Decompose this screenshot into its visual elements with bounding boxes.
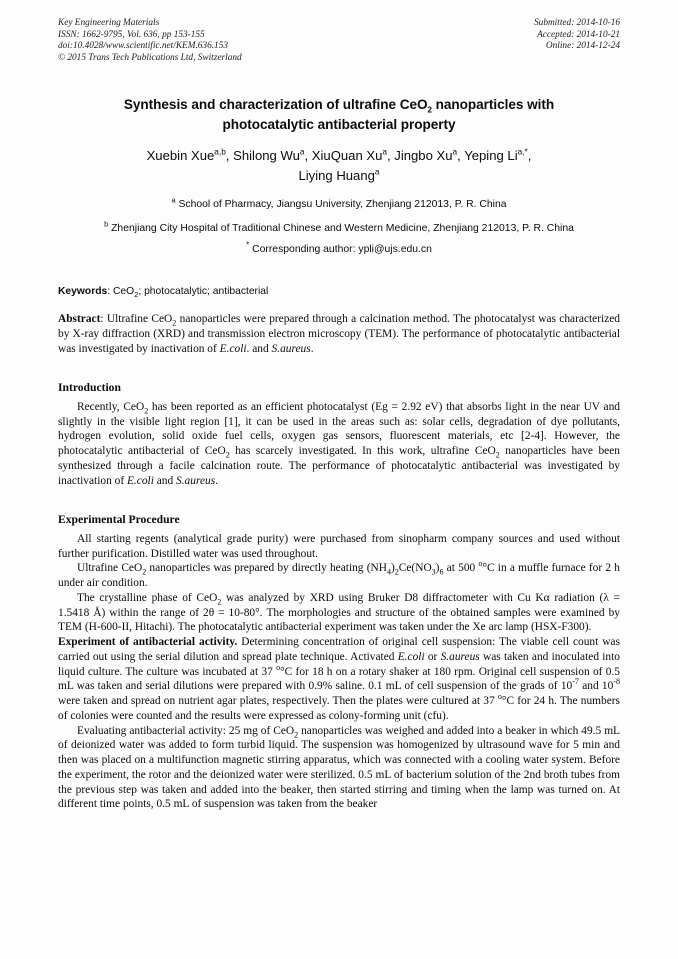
intro-subscript: 2 — [144, 406, 149, 416]
exp3-text-2: was analyzed by XRD using Bruker D8 diffractometer with Cu Kα radiation (λ = 1.5418 Å) within the range of 2θ = 10-80°. The morphologies and structure of the obtained samples were examined by TEM (H-600-II, Hitachi). The photocatalytic antibacterial experiment was taken under the Xe arc lamp (HSX-F300). — [58, 591, 620, 634]
exp2-text-5: ) — [435, 562, 440, 575]
affiliation-text: Zhenjiang City Hospital of Traditional Chinese and Western Medicine, Zhenjiang 212013, P. R. China — [108, 222, 574, 234]
exp2-text-2: nanoparticles was prepared by directly heating (NH — [146, 562, 387, 575]
journal-name: Key Engineering Materials — [58, 18, 160, 28]
exponent-minus-eight: -8 — [613, 677, 620, 687]
exp2-text-4: Ce(NO — [398, 562, 432, 575]
intro-text-4: nanoparticles have been synthesized through a facile calcination route. The performance of photocatalytic antibacterial was investigated by inactivation of — [58, 445, 620, 487]
title-line-2: photocatalytic antibacterial property — [222, 116, 456, 132]
exp2-text-6: at 500 — [443, 562, 479, 575]
author-separator: , — [225, 148, 234, 164]
abstract-species-1: E.coli — [219, 342, 247, 355]
keywords-line — [58, 285, 620, 299]
exp2-text-7: °C in a muffle furnace for 2 h under air condition. — [58, 562, 620, 590]
affiliation-block — [58, 197, 620, 236]
section-heading-introduction: Introduction — [58, 381, 121, 395]
date-submitted: Submitted: 2014-10-16 — [534, 18, 620, 28]
section-heading-experimental: Experimental Procedure — [58, 513, 180, 527]
intro-text-5: and — [153, 474, 177, 487]
keywords-colon: : CeO — [107, 286, 135, 298]
exp2-subscript: 6 — [439, 567, 444, 577]
intro-species-2: S.aureus — [176, 474, 216, 487]
degree-symbol: o — [478, 559, 483, 569]
keywords-label: Keywords — [58, 286, 108, 298]
journal-copyright: © 2015 Trans Tech Publications Ltd, Switzerland — [58, 52, 242, 63]
date-online: Online: 2014-12-24 — [545, 41, 620, 52]
experimental-paragraph-4 — [58, 635, 620, 724]
author-affil-marker: a — [452, 147, 458, 158]
corresponding-author — [58, 240, 620, 256]
date-accepted: Accepted: 2014-10-21 — [537, 29, 620, 40]
author-name: Jingbo Xu — [394, 148, 453, 164]
abstract-label: Abstract — [58, 313, 101, 326]
exp4-species-2: S.aureus — [440, 650, 480, 663]
keywords-subscript: 2 — [134, 290, 139, 300]
exp4-species-1: E.coli — [397, 650, 425, 663]
author-name: Yeping Li — [464, 148, 518, 164]
title-line-1-part-b: nanoparticles with — [431, 97, 555, 113]
journal-header — [58, 18, 620, 64]
experimental-paragraph-5 — [58, 724, 620, 813]
exp2-subscript: 4 — [386, 567, 391, 577]
runin-heading-antibacterial-activity: Experiment of antibacterial activity. — [58, 636, 238, 649]
exp5-text-1: Evaluating antibacterial activity: 25 mg of CeO — [77, 724, 295, 737]
corresponding-marker: * — [246, 240, 250, 250]
journal-header-left — [58, 18, 242, 64]
exp2-subscript: 2 — [142, 567, 147, 577]
affiliation-text: School of Pharmacy, Jiangsu University, Zhenjiang 212013, P. R. China — [175, 199, 507, 211]
author-name: Liying Huang — [298, 168, 375, 184]
exp3-text-1: The crystalline phase of CeO — [77, 591, 218, 604]
exp2-subscript: 3 — [431, 567, 436, 577]
author-affil-marker: a — [299, 147, 305, 158]
affiliation-marker: b — [104, 219, 109, 229]
exp4-text-1: Determining concentration of original cell suspension: The viable cell count was carried out using the serial dilution and spread plate technique. Activated — [58, 636, 620, 663]
author-separator: , — [387, 148, 395, 164]
exponent-minus-seven: -7 — [572, 677, 579, 687]
affiliation-marker: a — [171, 195, 176, 205]
abstract-text-part-1: : Ultrafine CeO — [100, 313, 173, 326]
degree-symbol: o — [276, 662, 281, 672]
author-separator: , — [457, 148, 465, 164]
experimental-paragraph-3 — [58, 591, 620, 635]
intro-species-1: E.coli — [126, 474, 154, 487]
exp4-text-7: °C for 24 h. The numbers of colonies were counted and the results were expressed as colony-forming unit (cfu). — [58, 695, 620, 722]
intro-text-6: . — [215, 474, 219, 487]
exp3-subscript: 2 — [217, 597, 222, 607]
exp2-subscript: 2 — [394, 567, 399, 577]
author-name: Xuebin Xue — [146, 148, 215, 164]
keywords-values: ; photocatalytic; antibacterial — [138, 286, 269, 298]
exp5-subscript: 2 — [294, 730, 299, 740]
intro-text-2: has been reported as an efficient photocatalyst (Eg = 2.92 eV) that absorbs light in the near UV and slightly in the visible light region [1], it can be used in the areas such as: solar cells, degradation of dye pollutants, hydrogen evolution, solid oxide fuel cells, oxygen gas sensors, fluorescent materials, etc [2-4]. However, the photocatalytic antibacterial of CeO — [58, 400, 620, 458]
degree-symbol: o — [497, 692, 502, 702]
abstract-text-part-4: . — [310, 342, 314, 355]
exp2-text-3: ) — [390, 562, 395, 575]
abstract-text-part-3: . and — [246, 342, 272, 355]
title-subscript: 2 — [427, 106, 432, 116]
exp2-text-1: Ultrafine CeO — [77, 562, 143, 575]
author-name: XiuQuan Xu — [311, 148, 383, 164]
title-line-1-part-a: Synthesis and characterization of ultrafine CeO — [123, 97, 428, 113]
journal-doi: doi:10.4028/www.scientific.net/KEM.636.153 — [58, 41, 228, 52]
author-separator: , — [304, 148, 312, 164]
affiliation-item — [58, 197, 620, 213]
affiliation-item — [58, 221, 620, 237]
intro-text-1: Recently, CeO — [77, 400, 145, 413]
exp4-text-3: was taken and inoculated into liquid culture. The culture was incubated at 37 — [58, 650, 620, 678]
author-affil-marker: a — [374, 167, 380, 178]
experimental-paragraph-1: All starting regents (analytical grade purity) were purchased from sinopharm company sources and used without further purification. Distilled water was used throughout. — [58, 532, 620, 560]
exp4-text-5: and 10 — [578, 680, 614, 693]
intro-text-3: has scarcely investigated. In this work, ultrafine CeO — [229, 445, 496, 458]
author-affil-marker: a — [382, 147, 387, 158]
intro-subscript: 2 — [495, 450, 500, 460]
abstract-subscript: 2 — [172, 318, 177, 328]
intro-subscript: 2 — [225, 450, 230, 460]
experimental-paragraph-2 — [58, 561, 620, 591]
exp5-text-2: nanoparticles was weighed and added into a beaker in which 49.5 mL of deionized water was added to form turbid liquid. The suspension was homogenized by ultrasound wave for 5 min and then was placed on a multifunction magnetic stirring apparatus, which was connected with a cooling water system. Before the experiment, the rotor and the deionized water were sterilized. 0.5 mL of bacterium solution of the 2nd broth tubes from the previous step was taken and added into the beaker, then started stirring and timing when the lamp was turned on. At different time points, 0.5 mL of suspension was taken from the beaker — [58, 724, 621, 811]
exp4-text-4: °C for 18 h on a rotary shaker at 180 rpm. Original cell suspension of 0.5 mL was taken and serial dilutions were prepared with 0.9% saline. 0.1 mL of cell suspension of the grads of 10 — [58, 665, 620, 693]
introduction-paragraph — [58, 400, 620, 489]
abstract-block — [58, 312, 620, 356]
author-affil-marker: a,* — [517, 147, 528, 158]
author-separator: , — [527, 148, 532, 164]
exp4-text-6: were taken and spread on nutrient agar plates, respectively. Then the plates were cultured at 37 — [58, 695, 498, 708]
exp4-text-2: or — [424, 650, 441, 663]
author-list — [58, 146, 620, 186]
corresponding-text: Corresponding author: ypli@ujs.edu.cn — [249, 244, 432, 256]
author-name: Shilong Wu — [233, 148, 300, 164]
page-title — [58, 95, 620, 134]
journal-issn: ISSN: 1662-9795, Vol. 636, pp 153-155 — [58, 29, 205, 40]
abstract-text-part-2: nanoparticles were prepared through a calcination method. The photocatalyst was characterized by X-ray diffraction (XRD) and transmission electron microscopy (TEM). The performance of photocatalytic antibacterial was investigated by inactivation of — [58, 313, 620, 355]
journal-header-right — [534, 18, 620, 53]
author-affil-marker: a,b — [214, 147, 226, 158]
abstract-species-2: S.aureus — [271, 342, 311, 355]
